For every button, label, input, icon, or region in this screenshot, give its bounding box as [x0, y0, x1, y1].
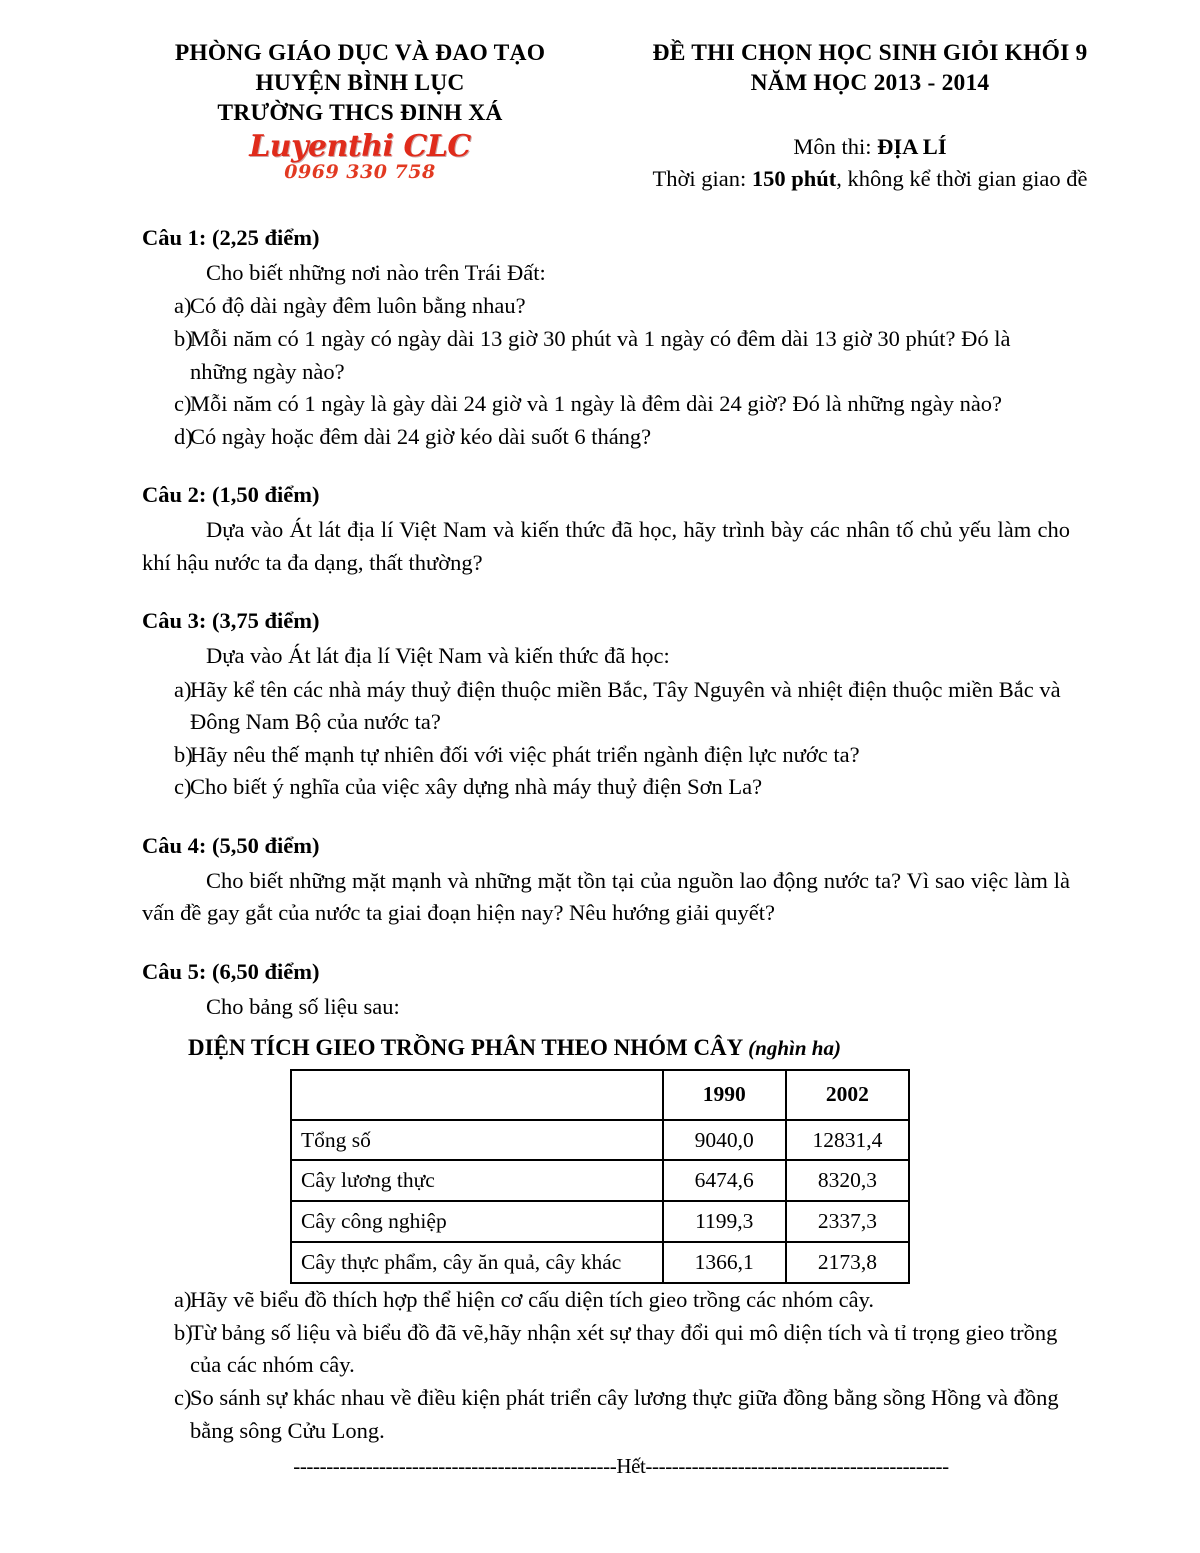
list-item [142, 421, 1070, 454]
list-item [142, 1382, 1070, 1447]
time-value: 150 phút [751, 166, 837, 192]
item-marker: d) [174, 423, 193, 449]
row-label: Cây thực phẩm, cây ăn quả, cây khác [291, 1242, 663, 1283]
question-1-sublist [142, 290, 1070, 453]
department-line-2: HUYỆN BÌNH LỤC [255, 70, 465, 97]
table-header-blank [291, 1070, 663, 1120]
row-label: Cây công nghiệp [291, 1201, 663, 1242]
question-3-title: Câu 3: (3,75 điểm) [142, 608, 320, 634]
question-1-intro: Cho biết những nơi nào trên Trái Đất: [206, 259, 546, 285]
time-label: Thời gian: [652, 166, 752, 192]
item-text: Có độ dài ngày đêm luôn bằng nhau? [190, 293, 526, 319]
item-marker: b) [174, 325, 193, 351]
item-text: Hãy vẽ biểu đồ thích hợp thể hiện cơ cấu diện tích gieo trồng các nhóm cây. [190, 1287, 874, 1312]
data-table-title [142, 1031, 1070, 1064]
exam-body [0, 222, 1200, 1482]
logo-phone-text: 0969 330 758 [284, 161, 436, 184]
luyenthi-clc-logo [130, 129, 590, 184]
table-row [291, 1120, 909, 1161]
time-line [600, 163, 1140, 195]
table-head [291, 1070, 909, 1120]
header-left-block [130, 38, 590, 182]
row-value-1990: 1366,1 [663, 1242, 786, 1283]
exam-title-line-2: NĂM HỌC 2013 - 2014 [750, 70, 990, 97]
header-right-block [590, 38, 1140, 195]
item-marker: b) [174, 1319, 193, 1345]
question-2-paragraph: Dựa vào Át lát địa lí Việt Nam và kiến thức đã học, hãy trình bày các nhân tố chủ yếu làm cho khí hậu nước ta đa dạng, thất thường? [142, 517, 1070, 575]
item-text: So sánh sự khác nhau về điều kiện phát triển cây lương thực giữa đồng bằng sồng Hồng và đồng bằng sông Cửu Long. [190, 1384, 1059, 1443]
crop-area-table [290, 1069, 910, 1285]
list-item [142, 739, 1070, 772]
list-item [142, 771, 1070, 804]
data-table-unit: (nghìn ha) [748, 1036, 841, 1061]
table-row [291, 1201, 909, 1242]
subject-value: ĐỊA LÍ [877, 134, 947, 160]
row-value-2002: 2173,8 [786, 1242, 909, 1283]
question-3-intro: Dựa vào Át lát địa lí Việt Nam và kiến thức đã học: [206, 642, 670, 668]
question-1-title: Câu 1: (2,25 điểm) [142, 225, 320, 251]
subject-label: Môn thi: [793, 134, 878, 160]
table-row [291, 1242, 909, 1283]
question-5-title: Câu 5: (6,50 điểm) [142, 958, 320, 984]
table-header-row [291, 1070, 909, 1120]
row-value-2002: 8320,3 [786, 1160, 909, 1201]
list-item [142, 674, 1070, 739]
item-marker: b) [174, 741, 193, 767]
subject-and-time-block [600, 131, 1140, 195]
question-5-sublist [142, 1284, 1070, 1447]
row-value-1990: 9040,0 [663, 1120, 786, 1161]
item-marker: a) [174, 1287, 192, 1312]
item-text: Có ngày hoặc đêm dài 24 giờ kéo dài suốt 6 tháng? [190, 423, 652, 449]
department-line-1: PHÒNG GIÁO DỤC VÀ ĐAO TẠO [174, 40, 546, 66]
list-item [142, 1317, 1070, 1382]
question-5-intro: Cho bảng số liệu sau: [206, 993, 400, 1019]
row-value-2002: 12831,4 [786, 1120, 909, 1161]
item-text: Cho biết ý nghĩa của việc xây dựng nhà máy thuỷ điện Sơn La? [190, 774, 763, 800]
question-4-title: Câu 4: (5,50 điểm) [142, 833, 320, 859]
row-value-2002: 2337,3 [786, 1201, 909, 1242]
item-text: Mỗi năm có 1 ngày có ngày dài 13 giờ 30 phút và 1 ngày có đêm dài 13 giờ 30 phút? Đó là những ngày nào? [190, 325, 1011, 384]
list-item [142, 323, 1070, 388]
table-row [291, 1160, 909, 1201]
data-table-title-text: DIỆN TÍCH GIEO TRỒNG PHÂN THEO NHÓM CÂY [188, 1035, 749, 1061]
subject-line [600, 131, 1140, 163]
item-marker: a) [174, 676, 192, 702]
time-suffix: , không kể thời gian giao đề [836, 166, 1088, 192]
item-text: Hãy kể tên các nhà máy thuỷ điện thuộc miền Bắc, Tây Nguyên và nhiệt điện thuộc miền Bắc và Đông Nam Bộ của nước ta? [190, 676, 1061, 735]
school-line: TRƯỜNG THCS ĐINH XÁ [217, 100, 503, 127]
table-body [291, 1120, 909, 1284]
list-item [142, 388, 1070, 421]
row-label: Cây lương thực [291, 1160, 663, 1201]
row-value-1990: 1199,3 [663, 1201, 786, 1242]
item-text: Hãy nêu thế mạnh tự nhiên đối với việc phát triển ngành điện lực nước ta? [190, 741, 860, 767]
question-2-title: Câu 2: (1,50 điểm) [142, 482, 320, 508]
document-header [0, 0, 1200, 195]
logo-brand-text: Luyenthi CLC [249, 129, 471, 165]
exam-title-line-1: ĐỀ THI CHỌN HỌC SINH GIỎI KHỐI 9 [652, 40, 1088, 66]
item-marker: a) [174, 293, 192, 319]
list-item [142, 290, 1070, 323]
question-4-paragraph: Cho biết những mặt mạnh và những mặt tồn tại của nguồn lao động nước ta? Vì sao việc làm là vấn đề gay gắt của nước ta giai đoạn hiện nay? Nêu hướng giải quyết? [142, 867, 1070, 926]
item-marker: c) [174, 391, 192, 417]
row-value-1990: 6474,6 [663, 1160, 786, 1201]
item-marker: c) [174, 774, 192, 800]
question-3-sublist [142, 674, 1070, 805]
list-item [142, 1284, 1070, 1317]
table-header-2002: 2002 [786, 1070, 909, 1120]
item-text: Từ bảng số liệu và biểu đồ đã vẽ,hãy nhận xét sự thay đổi qui mô diện tích và tỉ trọng gieo trồng của các nhóm cây. [190, 1319, 1058, 1378]
item-text: Mỗi năm có 1 ngày là gày dài 24 giờ và 1 ngày là đêm dài 24 giờ? Đó là những ngày nào? [190, 391, 1003, 417]
item-marker: c) [174, 1384, 192, 1410]
row-label: Tổng số [291, 1120, 663, 1161]
end-of-exam-line: -------------------------------------------------Hết---------------------------------------------- [293, 1454, 949, 1479]
table-header-1990: 1990 [663, 1070, 786, 1120]
